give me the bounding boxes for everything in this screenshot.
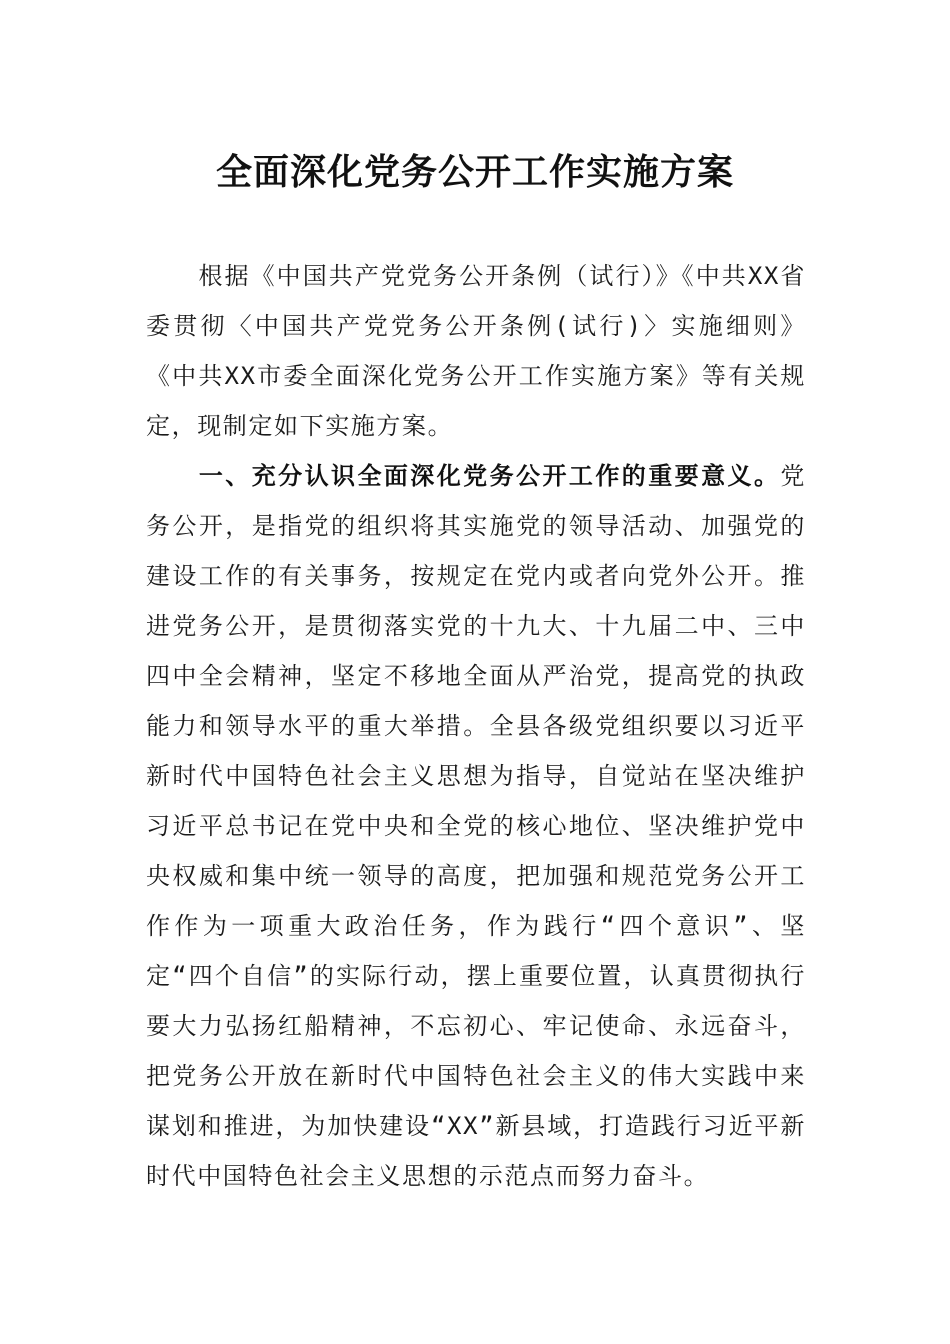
- intro-paragraph: [146, 251, 806, 451]
- section-1-paragraph: [146, 451, 806, 1201]
- section-1-body: 党务公开，是指党的组织将其实施党的领导活动、加强党的建设工作的有关事务，按规定在党内或者向党外公开。推进党务公开，是贯彻落实党的十九大、十九届二中、三中四中全会精神，坚定不移地全面从严治党，提高党的执政能力和领导水平的重大举措。全县各级党组织要以习近平新时代中国特色社会主义思想为指导，自觉站在坚决维护习近平总书记在党中央和全党的核心地位、坚决维护党中央权威和集中统一领导的高度，把加强和规范党务公开工作作为一项重大政治任务，作为践行“四个意识”、坚定“四个自信”的实际行动，摆上重要位置，认真贯彻执行要大力弘扬红船精神，不忘初心、牢记使命、永远奋斗，把党务公开放在新时代中国特色社会主义的伟大实践中来谋划和推进，为加快建设“XX”新县域，打造践行习近平新时代中国特色社会主义思想的示范点而努力奋斗。: [146, 462, 806, 1190]
- intro-text: 根据《中国共产党党务公开条例（试行）》《中共XX省委贯彻〈中国共产党党务公开条例(试行)〉实施细则》《中共XX市委全面深化党务公开工作实施方案》等有关规定，现制定如下实施方案。: [146, 262, 806, 440]
- document-title: 全面深化党务公开工作实施方案: [215, 151, 734, 193]
- section-1-heading: 一、充分认识全面深化党务公开工作的重要意义。: [198, 462, 781, 490]
